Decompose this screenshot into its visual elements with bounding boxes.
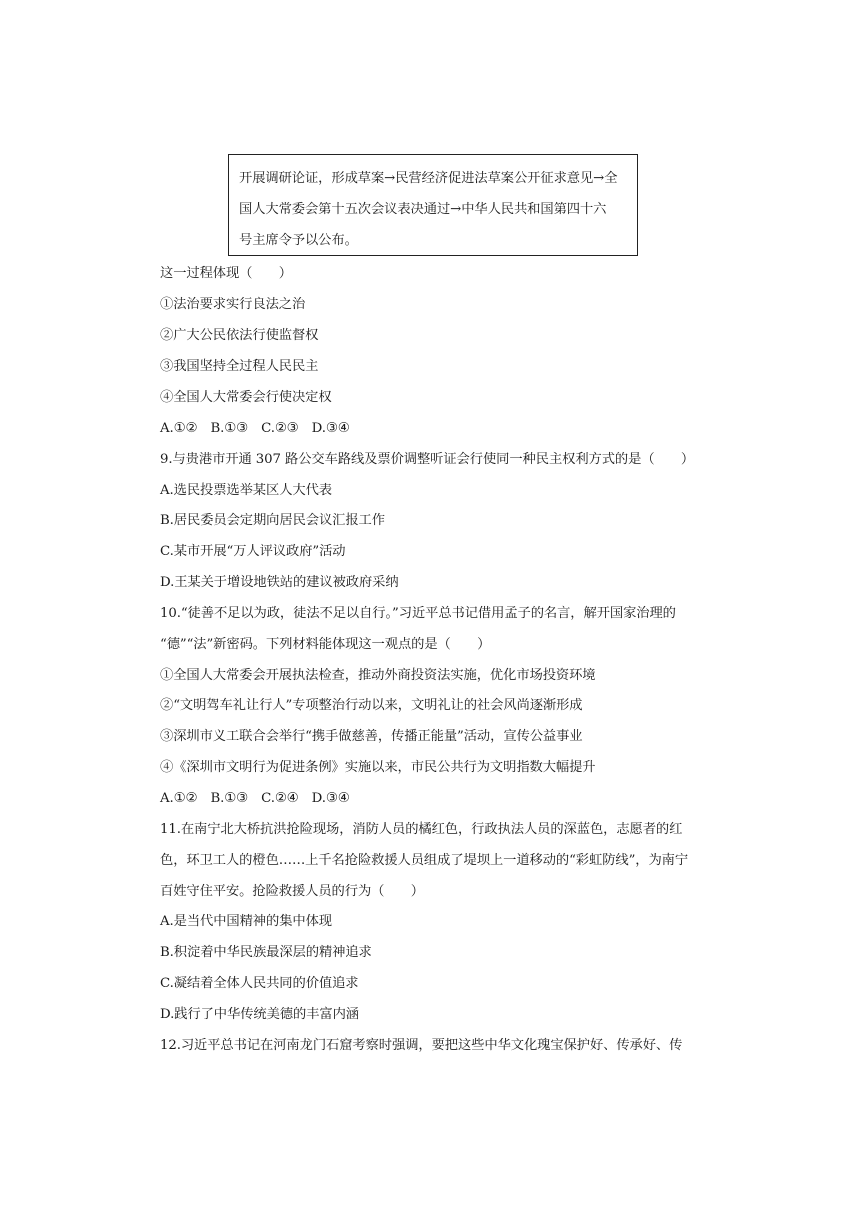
q9-option: A.选民投票选举某区人大代表: [160, 483, 332, 498]
q8-stem: 这一过程体现（ ）: [160, 266, 292, 281]
q8-options: A.①② B.①③ C.②③ D.③④: [160, 421, 350, 436]
q10-item: ④《深圳市文明行为促进条例》实施以来，市民公共行为文明指数大幅提升: [160, 760, 596, 775]
q11-option: B.积淀着中华民族最深层的精神追求: [160, 945, 372, 960]
q9-option: B.居民委员会定期向居民会议汇报工作: [160, 513, 385, 528]
material-line: 国人大常委会第十五次会议表决通过→中华人民共和国第四十六: [239, 202, 607, 217]
q10-options: A.①② B.①③ C.②④ D.③④: [160, 791, 350, 806]
q9-option: D.王某关于增设地铁站的建议被政府采纳: [160, 575, 399, 590]
q12-stem-line: 12.习近平总书记在河南龙门石窟考察时强调，要把这些中华文化瑰宝保护好、传承好、传: [160, 1038, 683, 1053]
q8-item: ③我国坚持全过程人民民主: [160, 359, 319, 374]
q10-stem-line: “德”“法”新密码。下列材料能体现这一观点的是（ ）: [160, 637, 491, 652]
q10-stem-line: 10.“徒善不足以为政，徒法不足以自行。”习近平总书记借用孟子的名言，解开国家治理的: [160, 606, 676, 621]
q8-item: ①法治要求实行良法之治: [160, 297, 306, 312]
material-line: 号主席令予以公布。: [239, 233, 358, 248]
q11-option: D.践行了中华传统美德的丰富内涵: [160, 1007, 359, 1022]
q11-option: A.是当代中国精神的集中体现: [160, 914, 332, 929]
q8-item: ④全国人大常委会行使决定权: [160, 390, 332, 405]
material-line: 开展调研论证，形成草案→民营经济促进法草案公开征求意见→全: [239, 171, 618, 186]
q9-option: C.某市开展“万人评议政府”活动: [160, 544, 346, 559]
q10-item: ②“文明驾车礼让行人”专项整治行动以来，文明礼让的社会风尚逐渐形成: [160, 698, 583, 713]
material-box: [228, 154, 638, 256]
q10-item: ①全国人大常委会开展执法检查，推动外商投资法实施，优化市场投资环境: [160, 668, 596, 683]
q11-stem-line: 色，环卫工人的橙色……上千名抢险救援人员组成了堤坝上一道移动的“彩虹防线”，为南宁: [160, 853, 689, 868]
q10-item: ③深圳市义工联合会举行“携手做慈善，传播正能量”活动，宣传公益事业: [160, 729, 583, 744]
q11-stem-line: 11.在南宁北大桥抗洪抢险现场，消防人员的橘红色，行政执法人员的深蓝色，志愿者的红: [160, 822, 683, 837]
q11-option: C.凝结着全体人民共同的价值追求: [160, 976, 359, 991]
q11-stem-line: 百姓守住平安。抢险救援人员的行为（ ）: [160, 884, 424, 899]
q9-stem: 9.与贵港市开通 307 路公交车路线及票价调整听证会行使同一种民主权利方式的是（ ）: [160, 452, 695, 467]
q8-item: ②广大公民依法行使监督权: [160, 328, 319, 343]
